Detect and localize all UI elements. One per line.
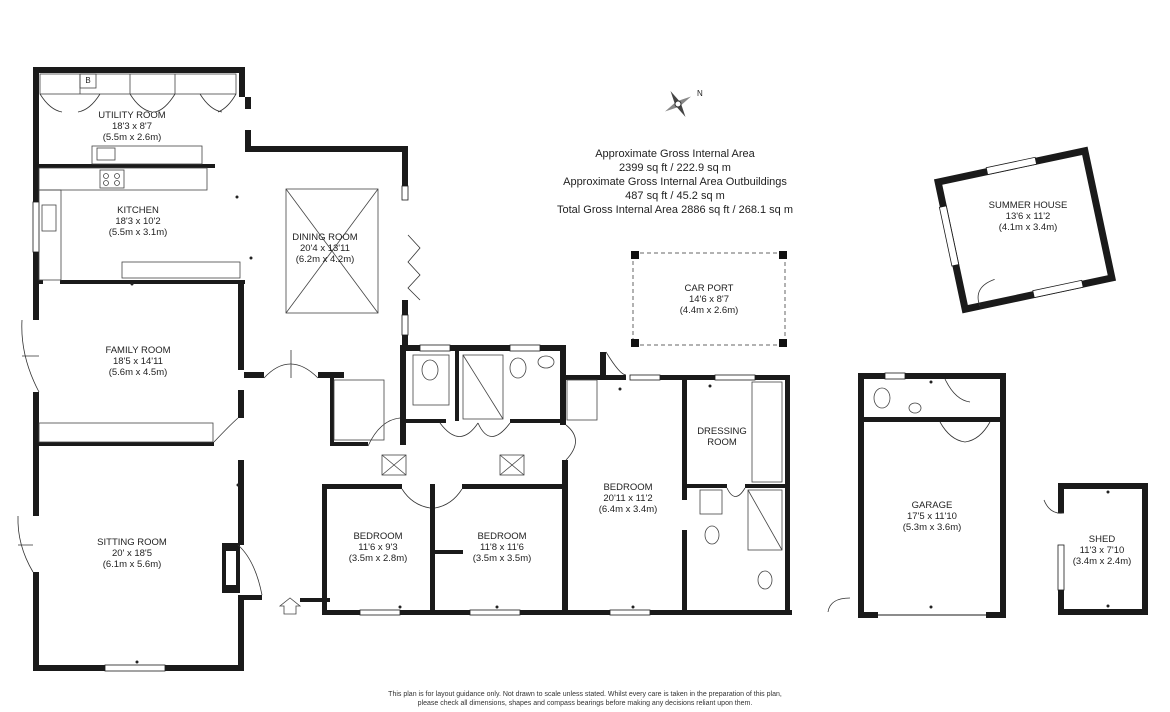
room-size-metric: (5.5m x 3.1m) xyxy=(108,227,168,238)
entrance-arrow xyxy=(280,598,300,614)
room-label-utility xyxy=(98,110,165,143)
room-size-metric: (3.5m x 2.8m) xyxy=(348,553,408,564)
disclaimer-line2: please check all dimensions, shapes and compass bearings before making any decisions reliant upon them. xyxy=(417,700,753,707)
room-size-metric: (5.6m x 4.5m) xyxy=(108,367,168,378)
room-name: BEDROOM xyxy=(603,482,653,493)
room-size-imperial: 13'6 x 11'2 xyxy=(1005,211,1051,222)
room-label-carport xyxy=(680,283,739,316)
area-summary-line5: Total Gross Internal Area 2886 sq ft / 268.1 sq m xyxy=(556,204,794,216)
compass-rose-icon xyxy=(661,87,695,121)
room-label-bedroom-main xyxy=(599,482,658,515)
room-size-imperial: 11'3 x 7'10 xyxy=(1079,545,1125,556)
room-size-imperial: 11'6 x 9'3 xyxy=(358,542,398,553)
room-size-metric: (3.5m x 3.5m) xyxy=(472,553,532,564)
area-summary-line4: 487 sq ft / 45.2 sq m xyxy=(625,190,725,202)
room-label-shed xyxy=(1073,534,1132,567)
room-name-line2: ROOM xyxy=(707,437,737,448)
room-label-sitting xyxy=(97,537,167,570)
room-name: SHED xyxy=(1088,534,1116,545)
bifold-doors xyxy=(408,235,420,300)
room-size-metric: (5.3m x 3.6m) xyxy=(902,522,962,533)
room-name: BEDROOM xyxy=(477,531,527,542)
room-size-imperial: 14'6 x 8'7 xyxy=(688,294,730,305)
wall-ticks xyxy=(131,196,1110,664)
room-label-bedroom-a xyxy=(349,531,408,564)
room-size-imperial: 20'4 x 13'11 xyxy=(300,243,350,254)
boiler-label: B xyxy=(85,76,91,85)
room-size-imperial: 20'11 x 11'2 xyxy=(603,493,653,504)
room-label-kitchen xyxy=(109,205,168,238)
room-label-summer-house xyxy=(989,200,1068,233)
room-size-metric: (6.2m x 4.2m) xyxy=(295,254,355,265)
windows xyxy=(33,186,755,671)
room-size-metric: (5.5m x 2.6m) xyxy=(102,132,162,143)
room-size-metric: (3.4m x 2.4m) xyxy=(1072,556,1132,567)
room-size-imperial: 17'5 x 11'10 xyxy=(907,511,957,522)
disclaimer xyxy=(388,690,782,708)
area-summary xyxy=(557,147,793,217)
room-size-imperial: 18'3 x 10'2 xyxy=(115,216,161,227)
room-size-metric: (6.1m x 5.6m) xyxy=(102,559,162,570)
garage-walls xyxy=(828,373,1006,618)
room-label-garage xyxy=(903,500,962,533)
room-size-metric: (4.4m x 2.6m) xyxy=(679,305,739,316)
room-size-imperial: 20' x 18'5 xyxy=(111,548,153,559)
room-name: SUMMER HOUSE xyxy=(988,200,1068,211)
room-size-metric: (4.1m x 3.4m) xyxy=(998,222,1058,233)
room-name-line1: DRESSING xyxy=(697,426,747,437)
disclaimer-line1: This plan is for layout guidance only. Not drawn to scale unless stated. Whilst every care is taken in the preparation of this plan, xyxy=(388,691,782,698)
room-name: SITTING ROOM xyxy=(97,537,167,548)
room-label-dining xyxy=(292,232,357,265)
area-summary-line1: Approximate Gross Internal Area xyxy=(595,148,755,160)
room-name: GARAGE xyxy=(911,500,953,511)
room-label-dressing xyxy=(697,426,747,448)
room-name: DINING ROOM xyxy=(292,232,358,243)
room-label-family xyxy=(105,345,170,378)
room-size-imperial: 18'3 x 8'7 xyxy=(111,121,153,132)
room-size-metric: (6.4m x 3.4m) xyxy=(598,504,658,515)
room-size-imperial: 18'5 x 14'11 xyxy=(113,356,163,367)
area-summary-line3: Approximate Gross Internal Area Outbuildings xyxy=(563,176,787,188)
compass-north-label: N xyxy=(697,89,703,98)
room-name: BEDROOM xyxy=(353,531,403,542)
room-name: UTILITY ROOM xyxy=(98,110,166,121)
room-name: CAR PORT xyxy=(684,283,734,294)
hall-skylights xyxy=(382,455,524,475)
room-name: FAMILY ROOM xyxy=(105,345,171,356)
room-size-imperial: 11'8 x 11'6 xyxy=(480,542,524,553)
room-name: KITCHEN xyxy=(117,205,159,216)
room-label-bedroom-b xyxy=(473,531,532,564)
area-summary-line2: 2399 sq ft / 222.9 sq m xyxy=(619,162,731,174)
